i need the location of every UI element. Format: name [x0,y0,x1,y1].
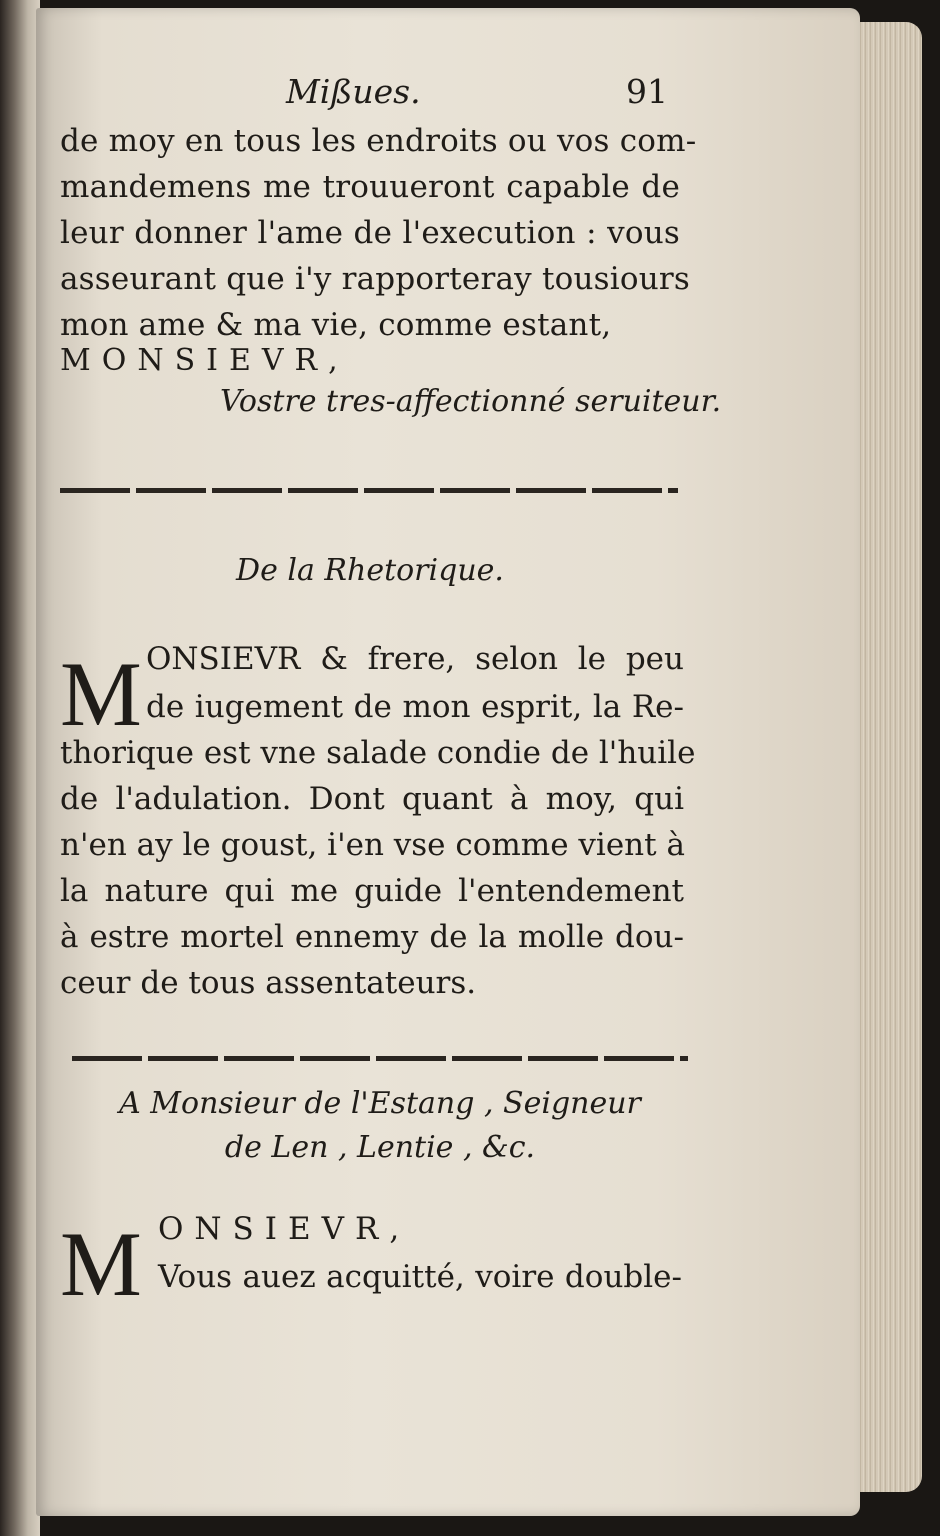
section-heading-line2: de Len , Lentie , &c. [224,1130,536,1165]
body-line: ONSIEVR, [158,1211,411,1247]
body-line: n'en ay le goust, i'en vse comme vient à [60,827,685,863]
page-number: 91 [626,72,668,111]
letter-line: mon ame & ma vie, comme estant, [60,307,612,343]
section-divider [72,1056,688,1061]
letter-line: de moy en tous les endroits ou vos com- [60,123,697,159]
body-line: de l'adulation. Dont quant à moy, qui [60,781,684,817]
page-header [36,72,860,118]
body-line: ONSIEVR & frere, selon le peu [146,641,684,677]
drop-cap: M [60,643,142,745]
letter-line: mandemens me trouueront capable de [60,169,680,205]
letter-line: asseurant que i'y rapporteray tousiours [60,261,691,297]
body-line: Vous auez acquitté, voire double- [158,1259,682,1295]
body-line: ceur de tous assentateurs. [60,965,477,1001]
running-title: Mißues. [286,72,421,111]
letter-line: leur donner l'ame de l'execution : vous [60,215,680,251]
body-line: thorique est vne salade condie de l'huile [60,735,696,771]
body-line: la nature qui me guide l'entendement [60,873,684,909]
section-divider [60,488,678,493]
section-heading-line1: A Monsieur de l'Estang , Seigneur [119,1086,641,1121]
salutation: MONSIEVR, [60,343,349,378]
page-edges [852,22,922,1492]
book-spine [0,0,40,1536]
body-line: de iugement de mon esprit, la Re- [146,689,684,725]
drop-cap: M [60,1213,142,1315]
signature: Vostre tres-affectionné seruiteur. [220,384,722,419]
section-heading: De la Rhetorique. [236,553,504,588]
body-line: à estre mortel ennemy de la molle dou- [60,919,684,955]
